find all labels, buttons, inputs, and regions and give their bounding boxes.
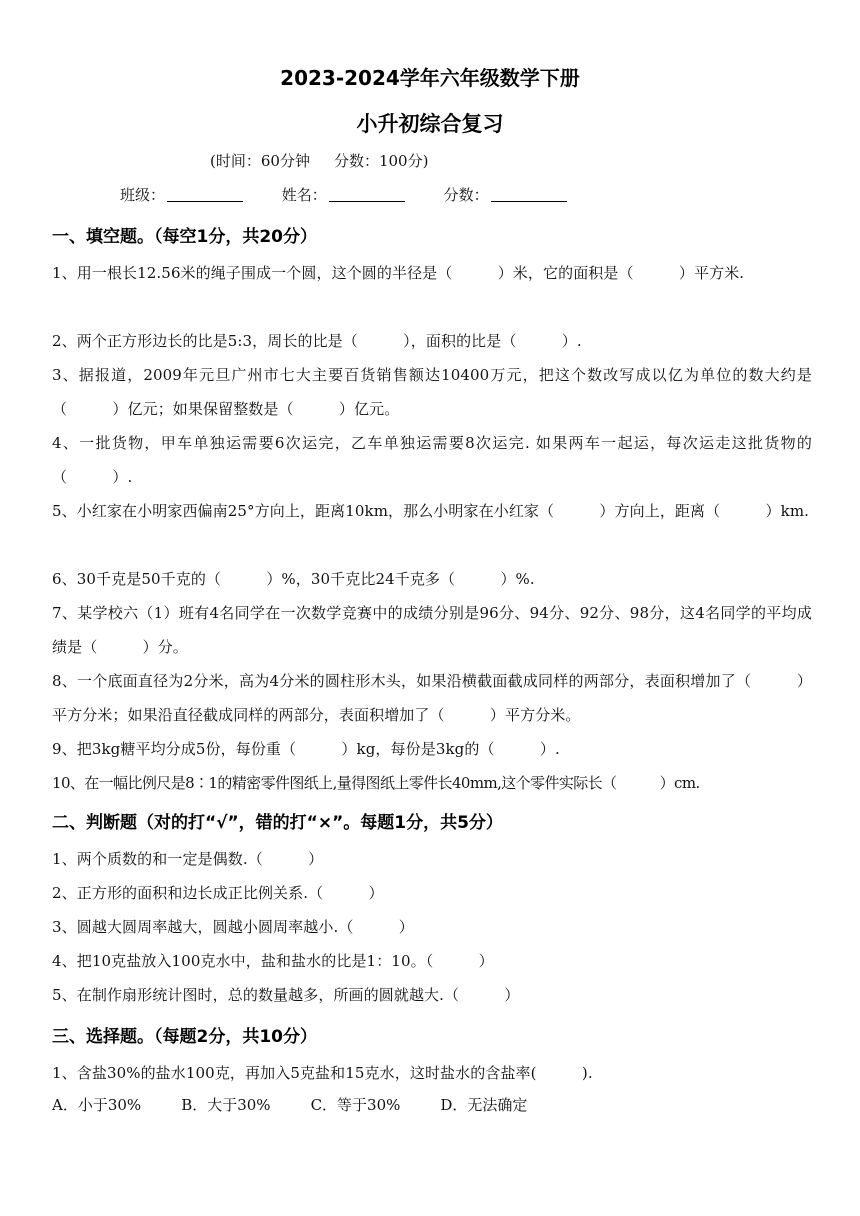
section2-question-1: 1、两个质数的和一定是偶数.（ ） [52,850,324,868]
name-blank[interactable] [329,187,405,202]
section1-question-4: 4、一批货物，甲车单独运需要6次运完，乙车单独运需要8次运完. 如果两车一起运，每次运走这批货物的（ ）. [52,434,812,486]
name-field [282,184,405,205]
exam-meta [210,150,428,171]
name-label: 姓名： [281,186,327,204]
exam-subtitle: 小升初综合复习 [356,112,504,136]
class-label: 班级： [120,186,166,204]
class-field [120,184,243,205]
section3-question-1: 1、含盐30%的盐水100克，再加入5克盐和15克水，这时盐水的含盐率( ). [52,1064,593,1082]
section2-question-3: 3、圆越大圆周率越大，圆越小圆周率越小.（ ） [52,918,414,936]
option-c[interactable]: C．等于30% [310,1096,401,1114]
section1-question-3: 3、据报道，2009年元旦广州市七大主要百货销售额达10400万元，把这个数改写成以亿为单位的数大约是（ ）亿元；如果保留整数是（ ）亿元。 [52,366,812,418]
score-field [444,184,567,205]
time-info: (时间：60分钟 [210,152,310,170]
section3-question-1-options [52,1094,567,1115]
section1-question-2: 2、两个正方形边长的比是5:3，周长的比是（ ），面积的比是（ ）. [52,332,582,350]
section2-question-4: 4、把10克盐放入100克水中，盐和盐水的比是1：10。（ ） [52,952,494,970]
section1-question-5: 5、小红家在小明家西偏南25°方向上，距离10km，那么小明家在小红家（ ）方向上，距离（ ）km. [52,502,810,520]
class-blank[interactable] [167,187,243,202]
score-blank[interactable] [491,187,567,202]
section1-question-6: 6、30千克是50千克的（ ）%，30千克比24千克多（ ）%. [52,570,535,588]
exam-title: 2023-2024学年六年级数学下册 [280,66,580,90]
section3-heading: 三、选择题。（每题2分，共10分） [52,1027,317,1047]
section1-question-9: 9、把3kg糖平均分成5份，每份重（ ）kg，每份是3kg的（ ）. [52,740,560,758]
section2-heading: 二、判断题（对的打“√”，错的打“×”。每题1分，共5分） [52,813,503,833]
option-a[interactable]: A．小于30% [52,1096,142,1114]
score-info: 分数：100分) [333,152,429,170]
section2-question-5: 5、在制作扇形统计图时，总的数量越多，所画的圆就越大.（ ） [52,986,520,1004]
student-info-row [120,184,601,205]
section2-question-2: 2、正方形的面积和边长成正比例关系.（ ） [52,884,384,902]
option-d[interactable]: D．无法确定 [440,1096,528,1114]
option-b[interactable]: B．大于30% [181,1096,271,1114]
section1-heading: 一、填空题。（每空1分，共20分） [52,227,317,247]
section1-question-7: 7、某学校六（1）班有4名同学在一次数学竞赛中的成绩分别是96分、94分、92分、98分，这4名同学的平均成绩是（ ）分。 [52,604,812,656]
section1-question-1: 1、用一根长12.56米的绳子围成一个圆，这个圆的半径是（ ）米，它的面积是（ ）平方米. [52,264,745,282]
score-label: 分数： [443,186,489,204]
section1-question-10: 10、在一幅比例尺是8∶1的精密零件图纸上,量得图纸上零件长40mm,这个零件实际长（ ）cm. [52,774,700,792]
section1-question-8: 8、一个底面直径为2分米，高为4分米的圆柱形木头，如果沿横截面截成同样的两部分，表面积增加了（ ）平方分米；如果沿直径截成同样的两部分，表面积增加了（ ）平方分米。 [52,672,812,724]
